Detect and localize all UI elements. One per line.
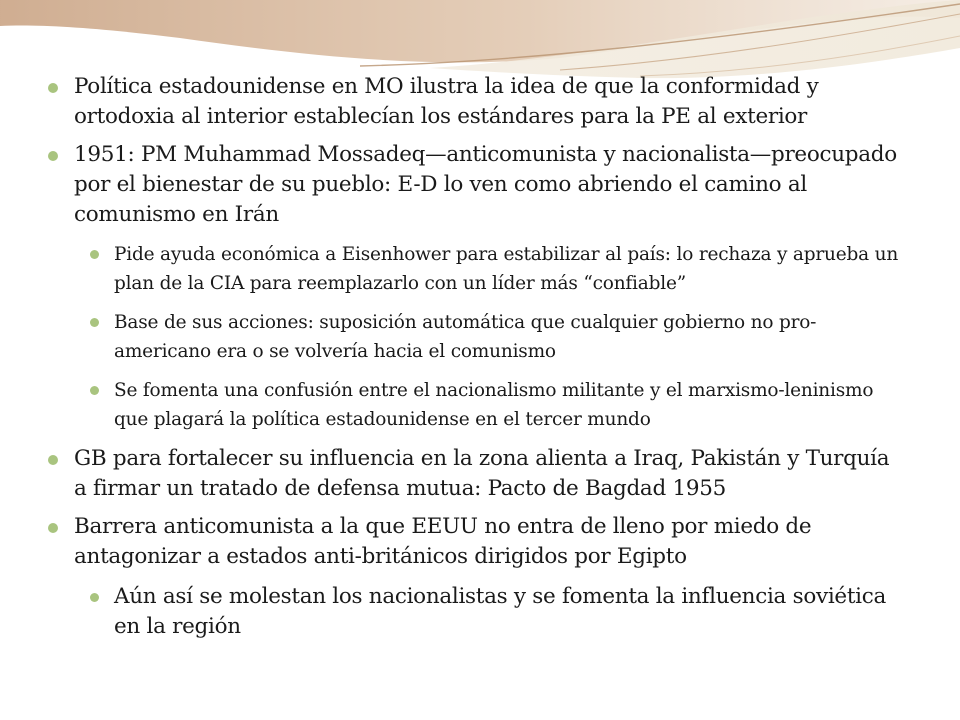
bullet-dot-icon [48, 151, 58, 161]
bullet-text: 1951: PM Muhammad Mossadeq—anticomunista y nacionalista—preocupado por el bienestar de su pueblo: E-D lo ven como abriendo el camino al comunismo en Irán [74, 142, 897, 227]
sub-bullet-dot-icon [90, 318, 99, 327]
bullet-list [48, 72, 908, 642]
sub-bullet-text: Se fomenta una confusión entre el nacionalismo militante y el marxismo-leninismo que plagará la política estadounidense en el tercer mundo [114, 380, 874, 430]
bullet-item-4 [48, 512, 908, 642]
sub-bullet-item [74, 240, 908, 298]
bullet-item-1 [48, 72, 908, 132]
sub-bullet-text: Pide ayuda económica a Eisenhower para estabilizar al país: lo rechaza y aprueba un plan de la CIA para reemplazarlo con un líder más “confiable” [114, 244, 899, 294]
sub-bullet-text: Base de sus acciones: suposición automática que cualquier gobierno no pro-americano era o se volvería hacia el comunismo [114, 312, 817, 362]
sub-bullet-dot-icon [90, 386, 99, 395]
bullet-dot-icon [48, 523, 58, 533]
bullet-dot-icon [48, 83, 58, 93]
sub-bullet-list [74, 582, 908, 642]
sub-bullet-dot-icon [90, 250, 99, 259]
sub-bullet-item [74, 582, 908, 642]
sub-bullet-list [74, 240, 908, 434]
bullet-text: Política estadounidense en MO ilustra la idea de que la conformidad y ortodoxia al interior establecían los estándares para la PE al exterior [74, 74, 819, 129]
sub-bullet-text: Aún así se molestan los nacionalistas y se fomenta la influencia soviética en la región [114, 584, 886, 639]
bullet-item-3 [48, 444, 908, 504]
slide-content [48, 72, 908, 652]
sub-bullet-item [74, 376, 908, 434]
bullet-text: Barrera anticomunista a la que EEUU no entra de lleno por miedo de antagonizar a estados anti-británicos dirigidos por Egipto [74, 514, 812, 569]
sub-bullet-dot-icon [90, 593, 99, 602]
bullet-item-2 [48, 140, 908, 434]
sub-bullet-item [74, 308, 908, 366]
bullet-text: GB para fortalecer su influencia en la zona alienta a Iraq, Pakistán y Turquía a firmar un tratado de defensa mutua: Pacto de Bagdad 1955 [74, 446, 890, 501]
bullet-dot-icon [48, 455, 58, 465]
